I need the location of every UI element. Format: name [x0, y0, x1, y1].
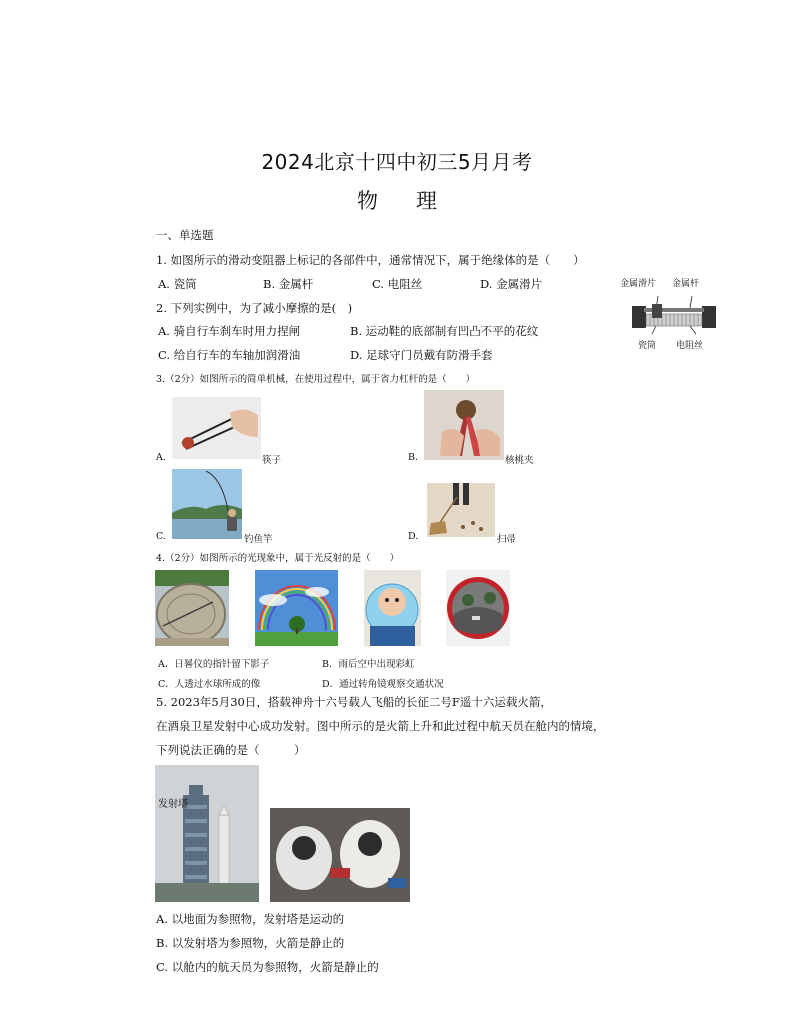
q5-stem-line-1: 5. 2023年5月30日，搭载神舟十六号载人飞船的长征二号F遥十六运载火箭，	[156, 695, 552, 709]
q4-option-a: A．日晷仪的指针留下影子	[158, 659, 270, 670]
q4-option-c: C．人透过水球所成的像	[158, 679, 261, 690]
section-heading: 一、单选题	[156, 228, 214, 242]
q2-option-d: D. 足球守门员戴有防滑手套	[350, 348, 493, 362]
q1-option-c: C. 电阻丝	[372, 277, 423, 291]
broom-image	[427, 483, 495, 537]
q5-stem-line-2: 在酒泉卫星发射中心成功发射。图中所示的是火箭上升和此过程中航天员在舱内的情境，	[156, 719, 605, 733]
label-wire: 电阻丝	[676, 341, 704, 351]
launch-tower-image	[155, 765, 259, 902]
page-title: 2024北京十四中初三5月月考	[261, 150, 533, 174]
q5-option-a: A. 以地面为参照物，发射塔是运动的	[156, 912, 345, 926]
q3-caption-b: 核桃夹	[505, 455, 534, 466]
rheostat-figure	[620, 276, 720, 352]
q1-option-b: B. 金属杆	[263, 277, 314, 291]
subject-char-1: 物	[357, 189, 378, 213]
fishing-rod-image	[172, 469, 242, 539]
q3-letter-b: B.	[408, 452, 419, 463]
astronauts-image	[270, 808, 410, 902]
q4-stem: 4.（2分）如图所示的光现象中，属于光反射的是（ ）	[156, 553, 400, 564]
q3-caption-a: 筷子	[262, 455, 282, 466]
label-slider: 金属滑片	[620, 279, 657, 289]
q1-option-d: D. 金属滑片	[480, 277, 543, 291]
q3-letter-a: A.	[156, 452, 166, 463]
q4-option-d: D．通过转角镜观察交通状况	[322, 679, 444, 690]
q3-stem: 3.（2分）如图所示的简单机械，在使用过程中，属于省力杠杆的是（ ）	[156, 374, 476, 385]
q2-stem: 2. 下列实例中，为了减小摩擦的是( )	[156, 301, 353, 315]
q3-letter-d: D.	[408, 531, 419, 542]
q1-option-a: A. 瓷筒	[158, 277, 197, 291]
q3-caption-c: 钓鱼竿	[244, 534, 273, 545]
q2-option-b: B. 运动鞋的底部制有凹凸不平的花纹	[350, 324, 539, 338]
rheostat-drawing	[630, 290, 718, 336]
q4-option-b: B．雨后空中出现彩虹	[322, 659, 415, 670]
rainbow-image	[255, 570, 338, 646]
launch-tower-label: 发射塔	[158, 799, 188, 810]
subject-heading	[0, 185, 794, 215]
q3-letter-c: C.	[156, 531, 166, 542]
chopsticks-image	[172, 397, 261, 459]
q2-option-c: C. 给自行车的车轴加润滑油	[158, 348, 301, 362]
label-ceramic: 瓷筒	[638, 341, 657, 351]
q5-option-c: C. 以舱内的航天员为参照物，火箭是静止的	[156, 960, 379, 974]
nutcracker-image	[424, 390, 504, 460]
q3-caption-d: 扫帚	[497, 534, 517, 545]
water-ball-image	[364, 570, 421, 646]
q5-option-b: B. 以发射塔为参照物，火箭是静止的	[156, 936, 345, 950]
corner-mirror-image	[446, 570, 510, 646]
subject-char-2: 理	[416, 189, 437, 213]
q5-stem-line-3: 下列说法正确的是（ ）	[156, 743, 306, 757]
q1-stem: 1. 如图所示的滑动变阻器上标记的各部件中，通常情况下，属于绝缘体的是（ ）	[156, 253, 585, 267]
label-rod: 金属杆	[672, 279, 700, 289]
q2-option-a: A. 骑自行车刹车时用力捏闸	[158, 324, 301, 338]
sundial-image	[155, 570, 229, 646]
